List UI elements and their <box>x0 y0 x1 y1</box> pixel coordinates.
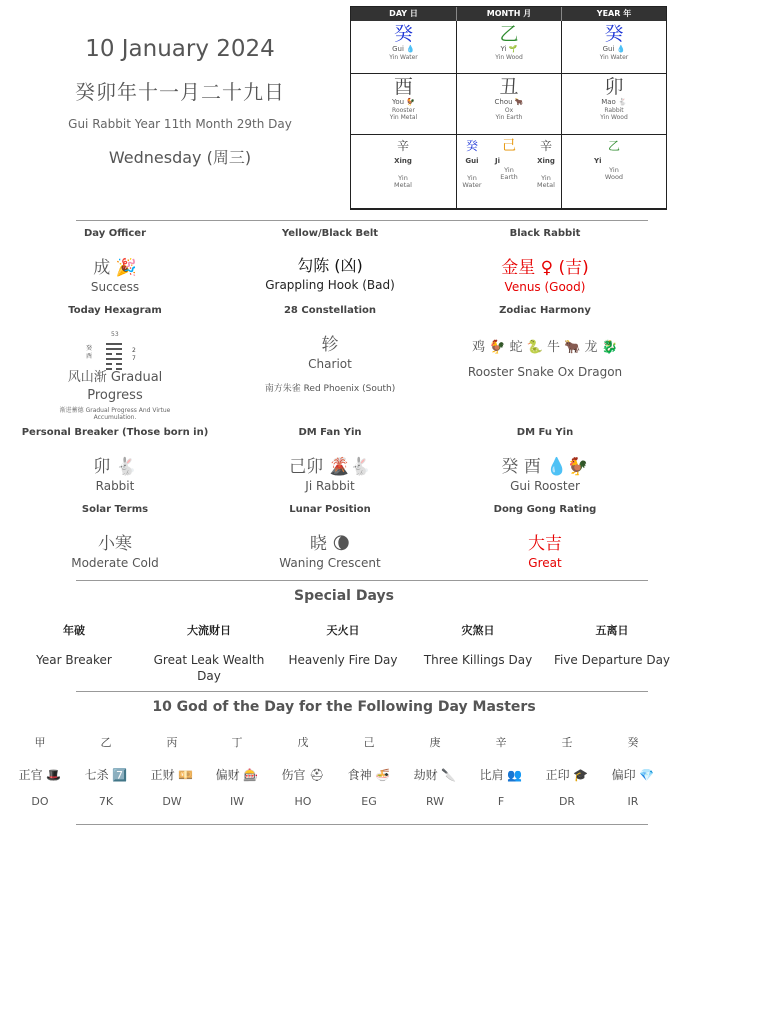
fu-yin-sub: Gui Rooster <box>510 479 580 493</box>
month-branch: 丑 <box>499 76 519 98</box>
four-pillars-table <box>350 6 667 210</box>
star-value: 金星 ♀ (吉) <box>501 258 589 278</box>
hexagram-symbol <box>86 331 146 371</box>
year-stem-cell <box>562 21 666 74</box>
date-header <box>30 30 330 168</box>
fan-yin-value: 己卯 🌋🐇 <box>289 457 371 477</box>
solar-label: Solar Terms <box>81 504 149 515</box>
fan-yin-sub: Ji Rabbit <box>305 479 355 493</box>
dong-gong-value: 大吉 <box>528 534 562 554</box>
dong-gong-sub: Great <box>528 556 562 570</box>
hidden-stem: 辛 Xing Yin Metal <box>394 139 412 189</box>
day-stem-element: Yin Water <box>389 54 418 61</box>
day-stem-cell <box>351 21 457 74</box>
day-branch-animal: Rooster <box>392 107 415 114</box>
gregorian-date: 10 January 2024 <box>85 36 275 62</box>
year-stem-element: Yin Water <box>599 54 629 61</box>
hexagram-number: 53 <box>111 331 119 338</box>
ten-gods-title: 10 God of the Day for the Following Day Masters <box>152 699 536 715</box>
year-branch-element: Yin Wood <box>600 114 628 121</box>
special-day: 灾煞日 Three Killings Day <box>423 624 533 667</box>
year-stem-label: Gui 💧 <box>602 45 626 53</box>
divider <box>76 824 648 825</box>
year-hidden-stems <box>562 135 666 208</box>
dong-gong-rating <box>460 504 630 570</box>
weekday: Wednesday (周三) <box>108 148 252 167</box>
month-hidden-stems <box>457 135 562 208</box>
day-officer-sub: Success <box>90 280 140 294</box>
ten-god-item: 乙 七杀 7️⃣ 7K <box>84 736 128 808</box>
hexagram-line <box>106 353 122 355</box>
breaker-sub: Rabbit <box>95 479 135 493</box>
day-officer-value: 成 🎉 <box>93 258 137 278</box>
hexagram-label: Today Hexagram <box>68 305 162 316</box>
special-days-title: Special Days <box>294 588 394 604</box>
day-branch-cell <box>351 74 457 135</box>
day-stem: 癸 <box>393 23 413 45</box>
star-sub: Venus (Good) <box>504 280 586 294</box>
special-day: 五离日 Five Departure Day <box>553 624 671 667</box>
hidden-stem: 己 Ji Yin Earth <box>495 138 518 181</box>
hexagram-upper-right: 2 <box>132 347 136 354</box>
month-branch-label: Chou 🐂 <box>494 98 524 106</box>
month-stem-label: Yi 🌱 <box>500 45 518 53</box>
ten-god-item: 癸 偏印 💎 IR <box>611 736 655 808</box>
pillar-header-year: YEAR 年 <box>562 7 666 21</box>
lunar-pos-sub: Waning Crescent <box>279 556 381 570</box>
month-stem-element: Yin Wood <box>495 54 523 61</box>
hexagram-lower-right: 7 <box>132 355 136 362</box>
day-stem-label: Gui 💧 <box>392 45 415 53</box>
hexagram-upper-left: 癸 <box>86 345 93 352</box>
lunar-date-chinese: 癸卯年十一月二十九日 <box>75 80 285 104</box>
lunar-position <box>240 504 420 570</box>
divider <box>76 691 648 692</box>
hidden-stem: 辛 Xing Yin Metal <box>537 139 555 189</box>
hexagram-name <box>55 369 175 421</box>
dm-fu-yin <box>460 427 630 493</box>
zodiac-value: 鸡 🐓 蛇 🐍 牛 🐂 龙 🐉 <box>472 340 618 355</box>
ten-god-item: 壬 正印 🎓 DR <box>545 736 589 808</box>
day-officer-label: Day Officer <box>83 228 147 239</box>
hidden-stem: 乙 Yi Yin Wood <box>594 139 624 181</box>
hexagram-line <box>106 343 122 345</box>
year-branch-label: Mao 🐇 <box>601 98 627 106</box>
year-stem: 癸 <box>604 23 624 45</box>
lunar-pos-value: 晓 🌘 <box>309 534 351 554</box>
special-day: 天火日 Heavenly Fire Day <box>288 624 398 667</box>
black-rabbit-star <box>460 228 630 294</box>
divider <box>76 220 648 221</box>
breaker-label: Personal Breaker (Those born in) <box>21 427 209 438</box>
belt-value: 勾陈 (凶) <box>297 256 363 275</box>
day-branch-element: Yin Metal <box>389 114 418 121</box>
solar-terms <box>40 504 190 570</box>
today-hexagram <box>40 305 190 316</box>
ten-god-item: 丙 正财 💴 DW <box>150 736 194 808</box>
fu-yin-label: DM Fu Yin <box>516 427 574 438</box>
month-branch-element: Yin Earth <box>495 114 523 121</box>
hexagram-line <box>106 348 122 350</box>
month-stem-cell <box>457 21 562 74</box>
zodiac-sub: Rooster Snake Ox Dragon <box>467 365 623 379</box>
special-day: 大流财日 Great Leak Wealth Day <box>153 624 265 683</box>
pillar-header-day: DAY 日 <box>351 7 457 21</box>
hexagram-lower-left: 酉 <box>86 353 93 360</box>
hexagram-value: 风山渐 Gradual Progress <box>67 370 163 403</box>
dm-fan-yin <box>240 427 420 493</box>
solar-value: 小寒 <box>98 534 132 554</box>
dong-gong-label: Dong Gong Rating <box>493 504 597 515</box>
belt-sub: Grappling Hook (Bad) <box>265 278 395 292</box>
day-hidden-stems <box>351 135 457 208</box>
month-branch-cell <box>457 74 562 135</box>
constellation-value: 轸 <box>321 335 339 355</box>
star-label: Black Rabbit <box>509 228 581 239</box>
day-branch-label: You 🐓 <box>391 98 415 106</box>
ten-god-item: 丁 偏财 🎰 IW <box>215 736 259 808</box>
hexagram-note: 渐进蓄德 Gradual Progress And Virtue Accumulation. <box>59 407 171 421</box>
ten-god-item: 戊 伤官 ⛑ HO <box>281 736 325 808</box>
ten-god-item: 庚 劫财 🔪 RW <box>413 736 457 808</box>
lunar-pos-label: Lunar Position <box>289 504 371 515</box>
fu-yin-value: 癸 酉 💧🐓 <box>501 457 589 477</box>
year-branch: 卯 <box>604 76 624 98</box>
ten-god-item: 辛 比肩 👥 F <box>479 736 523 808</box>
lunar-date-english: Gui Rabbit Year 11th Month 29th Day <box>68 117 292 131</box>
hexagram-line <box>106 363 122 365</box>
constellation-note: 南方朱雀 Red Phoenix (South) <box>264 384 396 394</box>
solar-sub: Moderate Cold <box>71 556 159 570</box>
constellation-sub: Chariot <box>308 357 352 371</box>
day-branch: 酉 <box>393 76 413 98</box>
belt-label: Yellow/Black Belt <box>281 228 379 239</box>
zodiac-harmony <box>450 305 640 379</box>
constellation-label: 28 Constellation <box>283 305 377 316</box>
pillar-header-month: MONTH 月 <box>457 7 562 21</box>
ten-god-item: 甲 正官 🎩 DO <box>18 736 62 808</box>
day-officer <box>40 228 190 294</box>
fan-yin-label: DM Fan Yin <box>298 427 362 438</box>
personal-breaker <box>10 427 220 493</box>
breaker-value: 卯 🐇 <box>93 457 137 477</box>
year-branch-animal: Rabbit <box>604 107 624 114</box>
constellation <box>240 305 420 394</box>
zodiac-label: Zodiac Harmony <box>499 305 591 316</box>
yellow-black-belt <box>240 228 420 292</box>
hexagram-line <box>106 358 122 360</box>
hidden-stem: 癸 Gui Yin Water <box>462 139 482 189</box>
month-stem: 乙 <box>499 23 519 45</box>
year-branch-cell <box>562 74 666 135</box>
ten-god-item: 己 食神 🍜 EG <box>347 736 391 808</box>
month-branch-animal: Ox <box>504 107 514 114</box>
divider <box>76 580 648 581</box>
special-day: 年破 Year Breaker <box>36 624 112 667</box>
